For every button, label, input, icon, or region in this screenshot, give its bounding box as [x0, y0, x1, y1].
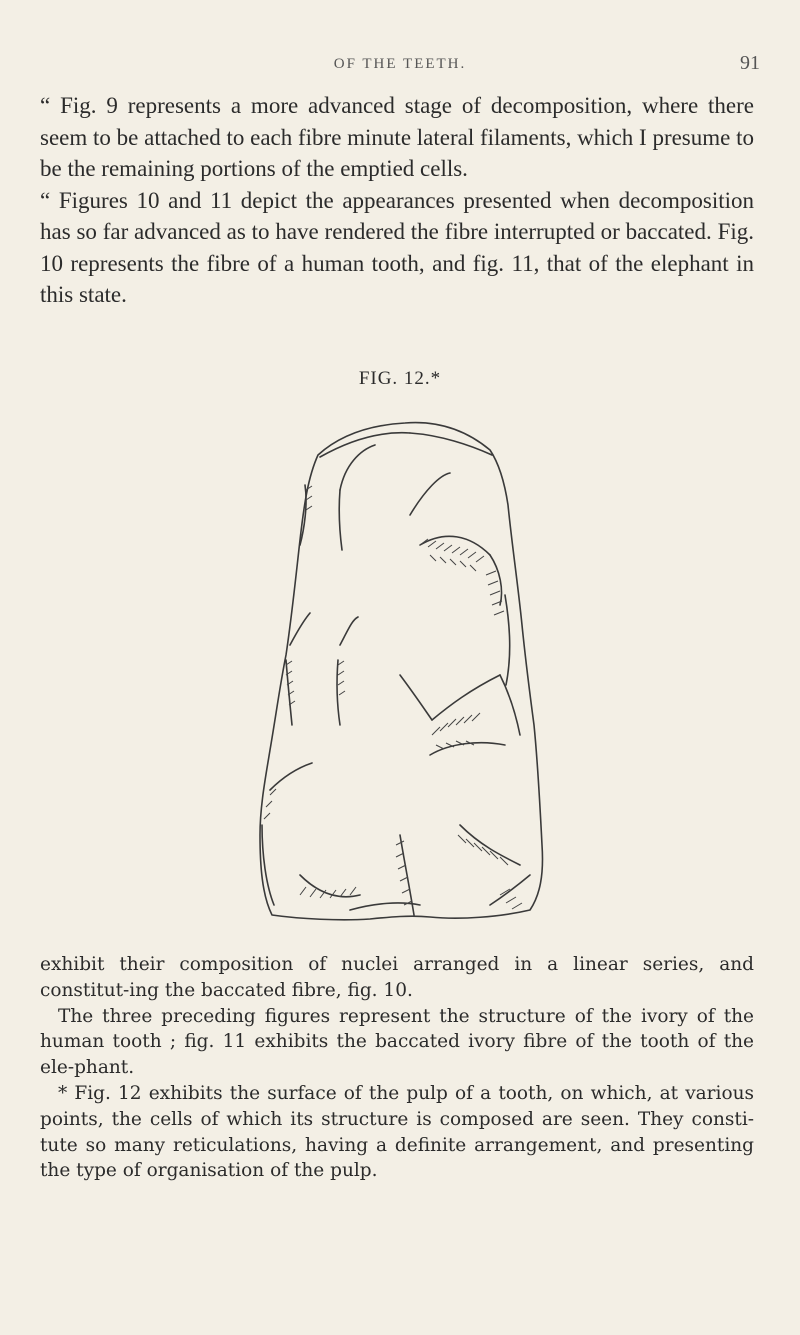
running-head: [0, 50, 800, 90]
footnotes: [40, 952, 754, 1184]
footnote-fig12: * Fig. 12 exhibits the surface of the pulp of a tooth, on which, at various points, the cells of which its structure is composed are seen. They consti-tute so many reticulations, having a definite arrangement, and presenting the type of organisation of the pulp.: [40, 1082, 754, 1182]
paragraph-fig10-11: “ Figures 10 and 11 depict the appearances presented when decomposition has so far advanced as to have rendered the fibre interrupted or baccated. Fig. 10 represents the fibre of a human tooth, and fig. 11, that of the elephant in this state.: [40, 187, 754, 307]
body-text: [40, 90, 754, 311]
figure-label: FIG. 12.*: [358, 368, 442, 389]
paragraph-fig9: “ Fig. 9 represents a more advanced stage of decomposition, where there seem to be attached to each fibre minute lateral filaments, which I presume to be the remaining portions of the emptied cells.: [40, 93, 754, 181]
running-title: OF THE TEETH.: [333, 56, 467, 72]
page-number: 91: [740, 52, 760, 74]
pulp-surface-illustration: [200, 395, 560, 935]
footnote-continuation: exhibit their composition of nuclei arranged in a linear series, and constitut-ing the baccated fibre, fig. 10.: [40, 954, 754, 1001]
footnote-preceding-figures: The three preceding figures represent the structure of the ivory of the human tooth ; fig. 11 exhibits the baccated ivory fibre of the tooth of the ele-phant.: [40, 1005, 754, 1079]
